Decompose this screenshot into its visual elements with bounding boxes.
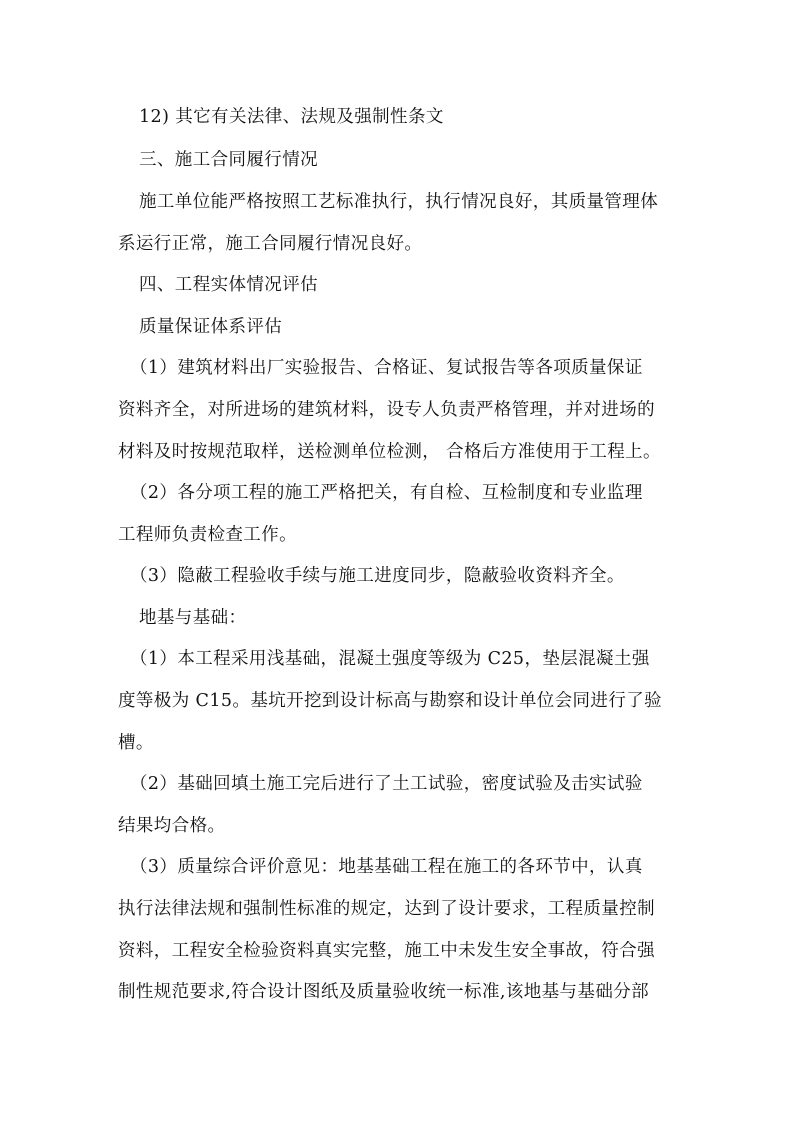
paragraph-line: （1）本工程采用浅基础，混凝土强度等级为 C25，垫层混凝土强 — [130, 649, 650, 669]
paragraph-line: 制性规范要求,符合设计图纸及质量验收统一标准,该地基与基础分部 — [118, 982, 650, 1002]
paragraph-line: （1）建筑材料出厂实验报告、合格证、复试报告等各项质量保证 — [130, 358, 643, 378]
paragraph-line: 系运行正常，施工合同履行情况良好。 — [118, 234, 423, 254]
paragraph-line: （2）基础回填土施工完后进行了土工试验，密度试验及击实试验 — [130, 774, 643, 794]
section-heading-contract: 三、施工合同履行情况 — [139, 150, 318, 170]
paragraph-line: 资料，工程安全检验资料真实完整，施工中未发生安全事故，符合强 — [118, 941, 655, 961]
paragraph-line: 工程师负责检查工作。 — [118, 525, 297, 545]
paragraph-line: （3）隐蔽工程验收手续与施工进度同步，隐蔽验收资料齐全。 — [130, 566, 625, 586]
paragraph-line: 结果均合格。 — [118, 816, 226, 836]
paragraph-line: 执行法律法规和强制性标准的规定，达到了设计要求，工程质量控制 — [118, 899, 655, 919]
section-heading-entity: 四、工程实体情况评估 — [139, 275, 318, 295]
paragraph-line: 资料齐全，对所进场的建筑材料，设专人负责严格管理，并对进场的 — [118, 400, 655, 420]
paragraph-line: 度等极为 C15。基坑开挖到设计标高与勘察和设计单位会同进行了验 — [118, 691, 663, 711]
subheading-foundation: 地基与基础： — [139, 608, 247, 628]
paragraph-line: 材料及时按规范取样，送检测单位检测， 合格后方准使用于工程上。 — [118, 442, 661, 462]
subheading-quality-system: 质量保证体系评估 — [139, 317, 283, 337]
paragraph-line: （3）质量综合评价意见：地基基础工程在施工的各环节中，认真 — [130, 857, 643, 877]
paragraph-line: （2）各分项工程的施工严格把关，有自检、互检制度和专业监理 — [130, 483, 643, 503]
paragraph-line: 施工单位能严格按照工艺标准执行，执行情况良好，其质量管理体 — [139, 192, 659, 212]
paragraph-line: 槽。 — [118, 733, 154, 753]
list-item-12: 12) 其它有关法律、法规及强制性条文 — [139, 107, 444, 127]
